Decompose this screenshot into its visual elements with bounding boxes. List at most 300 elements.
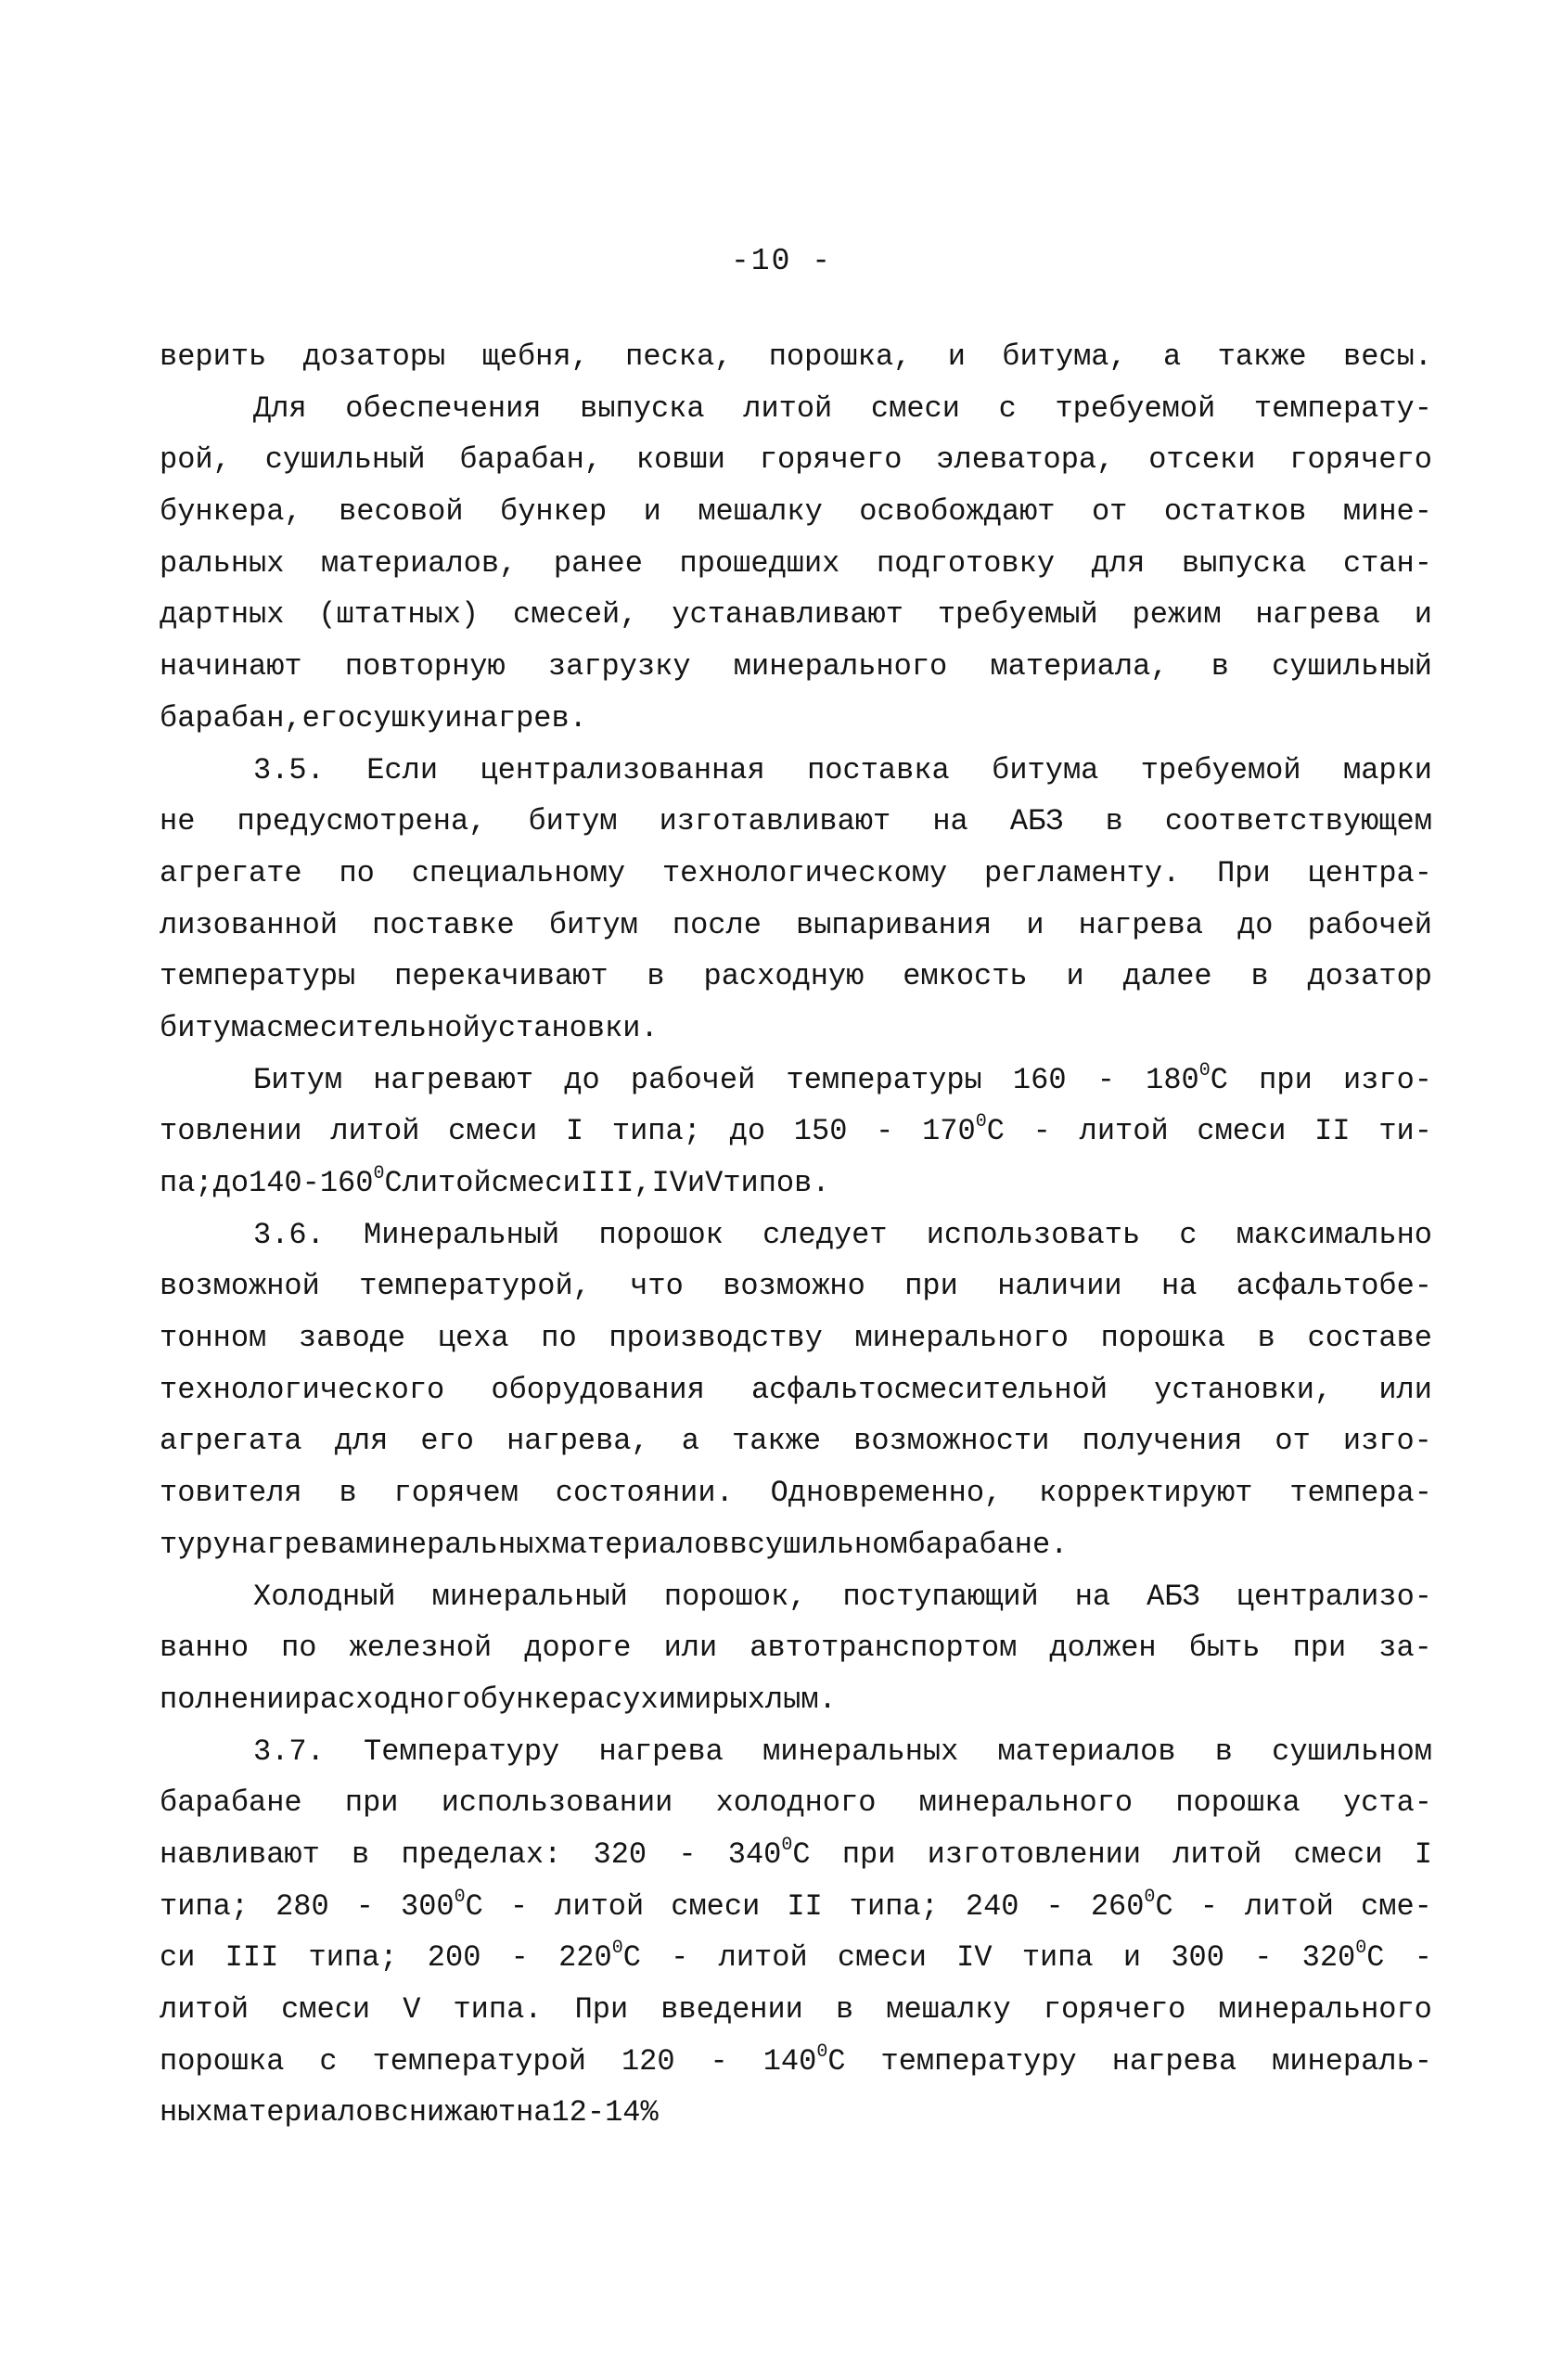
word: температу- [1253,390,1432,426]
word: его [420,1424,474,1459]
word: $140^0С$ [762,2041,846,2079]
word: с [319,2043,338,2079]
word: в [1250,959,1269,994]
word: минераль- [1272,2043,1432,2079]
word: ванно [160,1631,250,1666]
word: нагрева [598,1734,724,1769]
word: ранее [553,545,643,581]
word: на [932,804,968,839]
text-line [160,1467,1432,1519]
word: бункер [499,494,608,530]
word: типов. [723,1166,830,1200]
document-body [160,331,1432,2139]
word: барабан, [160,700,302,736]
word: $160^0С$ [319,1163,403,1200]
word: смесей, [513,597,638,633]
word: в [835,1992,854,2027]
word: начинают [160,649,302,685]
word: при [1259,1062,1313,1097]
word: I [1414,1836,1432,1872]
text-line [160,1726,1432,1778]
word: порошок, [663,1579,807,1614]
degree-superscript: 0 [1144,1886,1156,1908]
word: (штатных) [318,597,480,633]
word: сушку [355,700,445,736]
word: 300 [1171,1940,1224,1976]
word: горячего [1043,1992,1186,2027]
word: литой [160,1992,250,2027]
word: I [565,1114,584,1149]
text-line [160,900,1432,952]
word: в [1257,1321,1275,1356]
word: IV [651,1166,687,1200]
word: 150 [793,1114,848,1149]
word: подготовку [877,545,1056,581]
text-line [160,1571,1432,1623]
word: материалов [212,2095,391,2130]
word: ковши [635,442,725,478]
degree-superscript: 0 [1355,1938,1367,1960]
word: смесительной [266,1010,480,1045]
word: навливают [160,1836,320,1872]
page-number: -10 - [730,244,833,278]
word: до [212,1166,250,1200]
word: поставка [807,752,950,787]
word: не [160,804,196,839]
word: прошедших [679,545,840,581]
word: V [705,1166,724,1200]
word: - [1045,1888,1064,1924]
text-line [160,1260,1432,1312]
text-line [160,1881,1432,1933]
word: нагрева [1111,2043,1237,2079]
word: Для [253,390,307,426]
word: минеральных [355,1527,552,1562]
word: поступающий [842,1579,1039,1614]
word: отсеки [1148,442,1256,478]
word: с [998,390,1017,426]
word: типа [1021,1940,1094,1976]
word: сушильном [1272,1734,1432,1769]
text-line [160,2036,1432,2088]
word: и [1066,959,1084,994]
word: минерального [854,1321,1069,1356]
word: пределах: [401,1836,562,1872]
word: барабане [160,1785,302,1821]
word: введении [660,1992,803,2027]
word: и [947,339,966,374]
word: нагрев. [462,700,587,736]
text-line [160,1312,1432,1364]
word: централизо- [1236,1579,1432,1614]
word: смеси [671,1888,761,1924]
word: мешалку [886,1992,1011,2027]
word: асфальтосмесительной [750,1372,1108,1407]
word: материалов [551,1527,730,1562]
word: поставке [372,907,515,942]
word: темпера- [1289,1476,1432,1511]
word: литой [1244,1888,1334,1924]
word: 3.5. [253,752,325,787]
word: $320^0С$ [1301,1938,1385,1976]
word: уста- [1342,1785,1432,1821]
word: в [647,959,665,994]
word: Битум [253,1062,343,1097]
word: в [1105,804,1123,839]
text-line [160,848,1432,900]
word: си [160,1940,196,1976]
word: горячем [393,1476,519,1511]
word: устанавливают [672,597,903,633]
word: далее [1122,959,1212,994]
text-line [160,1519,1432,1571]
word: V [403,1992,421,2027]
word: рыхлым. [711,1682,837,1717]
word: регламенту. [984,855,1181,890]
word: 320 [593,1836,647,1872]
word: дороге [524,1631,632,1666]
word: за- [1378,1631,1432,1666]
text-line [160,383,1432,435]
word: тонном [160,1321,267,1356]
word: в [352,1836,370,1872]
word: следует [762,1217,888,1252]
word: специальному [411,855,626,890]
word: II [1314,1114,1351,1149]
word: Если [366,752,439,787]
word: централизованная [480,752,765,787]
word: минеральных [762,1734,959,1769]
word: битума [992,752,1099,787]
word: - [510,1940,529,1976]
word: АБЗ [1147,1579,1200,1614]
word: от [1275,1424,1311,1459]
word: Одновременно, [770,1476,1003,1511]
word: $220^0С$ [558,1938,641,1976]
word: ральных [160,545,285,581]
word: литой [743,390,833,426]
word: - [1032,1114,1051,1149]
word: рабочей [630,1062,756,1097]
word: товителя [160,1476,302,1511]
word: - [671,1940,689,1976]
word: марки [1342,752,1432,787]
word: агрегате [160,855,302,890]
word: типа; [160,1888,250,1924]
word: центра- [1307,855,1432,890]
word: $180^0С$ [1146,1059,1228,1097]
word: порошка, [768,339,912,374]
word: - [355,1888,374,1924]
word: товлении [160,1114,302,1149]
word: бункера [480,1682,606,1717]
word: Холодный [253,1579,396,1614]
word: Минеральный [364,1217,560,1252]
word: до [729,1114,766,1149]
word: цеха [437,1321,509,1356]
word: песка, [625,339,733,374]
word: остатков [1163,494,1307,530]
word: и [1122,1940,1142,1976]
word: выпаривания [796,907,993,942]
word: типа. [453,1992,543,2027]
word: при [904,1269,958,1304]
text-line [160,1158,1432,1209]
text-line [160,2087,1432,2139]
word: требуемой [1055,390,1216,426]
word: смеси [1197,1114,1287,1149]
word: составе [1307,1321,1432,1356]
text-line [160,1622,1432,1674]
word: железной [349,1631,493,1666]
word: по [541,1321,577,1356]
word: по [339,855,375,890]
word: АБЗ [1009,804,1064,839]
degree-superscript: 0 [454,1886,466,1908]
word: 3.6. [253,1217,325,1252]
text-line [160,693,1432,745]
word: лизованной [160,907,339,942]
word: быть [1188,1631,1261,1666]
word: 120 [621,2043,675,2079]
word: материала, [990,649,1169,685]
word: горячего [1289,442,1432,478]
degree-superscript: 0 [781,1834,793,1856]
word: смеси [281,1992,371,2027]
word: 280 [275,1888,329,1924]
word: порошка [1175,1785,1300,1821]
word: в [1211,649,1229,685]
word: минерального [733,649,948,685]
word: бункера, [160,494,302,530]
word: литой [555,1888,645,1924]
word: от [1091,494,1128,530]
word: выпуска [580,390,705,426]
word: при [344,1785,399,1821]
text-line [160,1932,1432,1984]
word: нагревают [373,1062,534,1097]
word: ных [160,2095,213,2130]
word: режим [1132,597,1222,633]
word: установки, [1154,1372,1333,1407]
word: барабане. [907,1527,1069,1562]
word: 12 [551,2095,587,2130]
word: - [586,2095,606,2130]
word: барабан, [459,442,603,478]
text-line [160,1415,1432,1467]
word: нагрева [1255,597,1380,633]
degree-superscript: 0 [816,2041,828,2063]
word: При [1217,855,1271,890]
word: и [1026,907,1044,942]
word: или [1378,1372,1432,1407]
word: расходную [703,959,865,994]
word: технологическому [661,855,948,890]
word: должен [1049,1631,1157,1666]
text-line [160,1364,1432,1416]
word: и [686,1166,706,1200]
word: а [1163,339,1182,374]
word: технологического [160,1372,445,1407]
word: элеватора, [936,442,1115,478]
word: типа; [611,1114,701,1149]
word: что [630,1269,684,1304]
word: 160 [1012,1062,1067,1097]
word: верить [160,339,267,374]
word: смеси [870,390,960,426]
word: IV [956,1940,993,1976]
degree-superscript: 0 [975,1111,987,1133]
word: в [729,1527,748,1562]
word: изготавливают [659,804,891,839]
word: дартных [160,597,285,633]
word: температурой, [359,1269,591,1304]
word: и [694,1682,712,1717]
word: III, [580,1166,652,1200]
word: получения [1082,1424,1243,1459]
word: холодного [715,1785,877,1821]
word: для [334,1424,389,1459]
text-line [160,1209,1432,1261]
word: емкость [903,959,1028,994]
text-line [160,1055,1432,1107]
word: литой [718,1940,808,1976]
word: $300^0С$ [401,1886,483,1924]
word: - [1414,1940,1432,1976]
word: требуемой [1140,752,1301,787]
text-line [160,1984,1432,2036]
word: снижают [391,2095,517,2130]
degree-superscript: 0 [1198,1059,1211,1081]
word: смеси [448,1114,538,1149]
word: - [710,2043,728,2079]
word: соответствующем [1164,804,1432,839]
word: $340^0С$ [727,1834,811,1872]
word: также [732,1424,822,1459]
word: использовать [926,1217,1141,1252]
word: - [301,1166,320,1200]
word: битума, [1002,339,1127,374]
word: 3.7. [253,1734,325,1769]
degree-superscript: 0 [611,1938,623,1960]
word: 140 [249,1166,302,1200]
word: при [1292,1631,1347,1666]
word: минерального [918,1785,1134,1821]
word: наличии [997,1269,1122,1304]
word: сушильном [747,1527,908,1562]
word: дозаторы [302,339,446,374]
text-line [160,1829,1432,1881]
word: температуру [880,2043,1077,2079]
word: порошка [1100,1321,1225,1356]
word: возможной [160,1269,320,1304]
text-line [160,641,1432,693]
word: автотранспортом [749,1631,1018,1666]
word: III [224,1940,279,1976]
word: до [1237,907,1274,942]
word: смеси [837,1940,927,1976]
word: корректируют [1039,1476,1253,1511]
word: литой [402,1166,492,1200]
text-line [160,796,1432,848]
word: весовой [339,494,464,530]
word: смеси [1293,1836,1383,1872]
word: - [1096,1062,1115,1097]
word: при [841,1836,896,1872]
word: требуемый [937,597,1098,633]
word: - [876,1114,894,1149]
word: - [1199,1888,1218,1924]
word: смеси [491,1166,581,1200]
word: после [672,907,762,942]
word: расходного [301,1682,480,1717]
word: II [787,1888,823,1924]
word: нагрева, [506,1424,649,1459]
word: температуры [786,1062,982,1097]
word: битум [528,804,618,839]
word: на [1074,1579,1111,1614]
word: литой [1079,1114,1169,1149]
word: предусмотрена, [237,804,487,839]
word: его [301,700,356,736]
word: порошок [598,1217,724,1252]
text-line [160,589,1432,641]
word: возможности [853,1424,1050,1459]
word: производству [609,1321,823,1356]
word: в [1214,1734,1233,1769]
text-line [160,1106,1432,1158]
word: в [339,1476,357,1511]
word: возможно [723,1269,865,1304]
text-line [160,745,1432,797]
word: 200 [427,1940,481,1976]
text-line [160,538,1432,590]
word: изго- [1342,1424,1432,1459]
text-line [160,1674,1432,1726]
word: состоянии. [555,1476,734,1511]
word: изготовлении [927,1836,1142,1872]
word: а [681,1424,699,1459]
word: - [1254,1940,1273,1976]
text-line [160,434,1432,486]
word: - [678,1836,697,1872]
word: температуры [160,959,356,994]
word: максимально [1236,1217,1432,1252]
word: минерального [1218,1992,1432,2027]
word: порошка [160,2043,285,2079]
word: литой [1172,1836,1262,1872]
word: оборудования [491,1372,705,1407]
word: $260^0С$ [1090,1886,1173,1924]
word: нагрева [1078,907,1204,942]
word: $170^0С$ [922,1111,1005,1149]
word: сухим [605,1682,695,1717]
word: и [444,700,463,736]
word: для [1091,545,1146,581]
word: заводе [298,1321,406,1356]
word: на [516,2095,552,2130]
text-line [160,486,1432,538]
word: выпуска [1181,545,1307,581]
word: сушильный [1272,649,1432,685]
word: на [1160,1269,1198,1304]
word: 240 [965,1888,1019,1924]
word: Температуру [364,1734,560,1769]
word: стан- [1342,545,1432,581]
word: туру [160,1527,231,1562]
text-line [160,1777,1432,1829]
word: При [574,1992,629,2027]
